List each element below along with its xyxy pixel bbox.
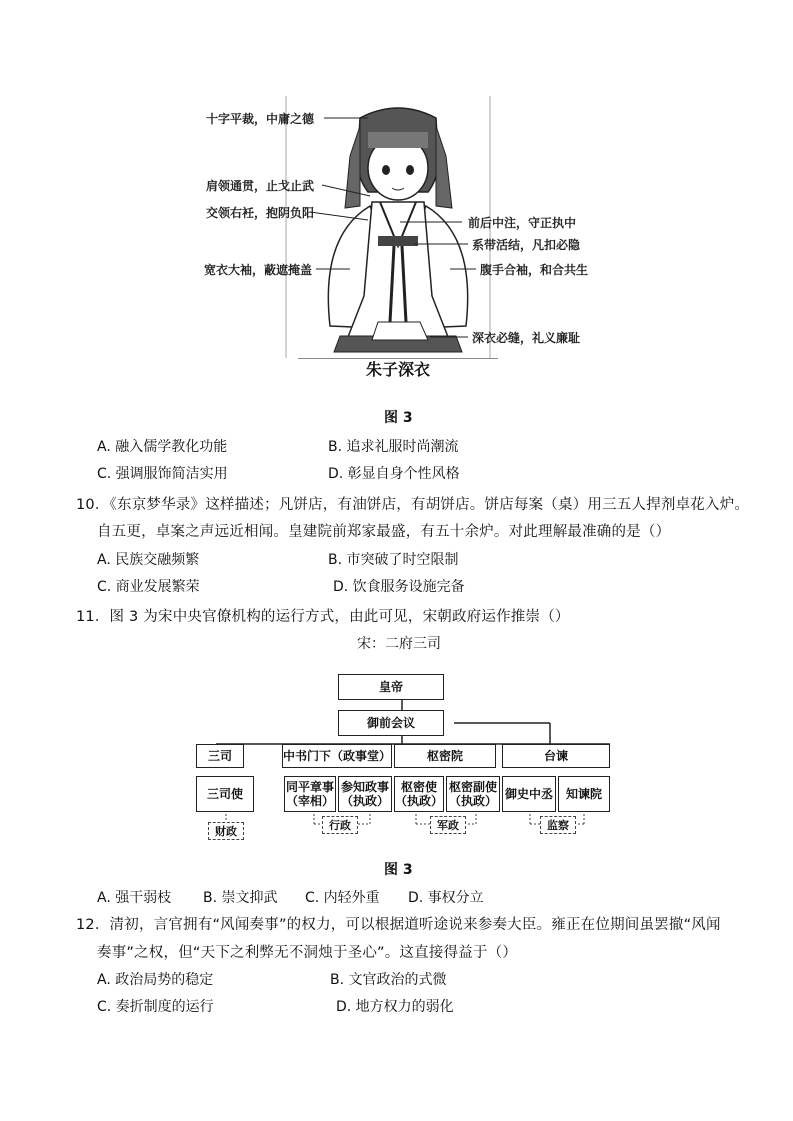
node-canzhi-title: 参知政事 <box>340 780 389 794</box>
question-12-line-2: 奏事”之权，但“天下之利弊无不洞烛于圣心”。这直接得益于（） <box>97 945 518 961</box>
node-shumifu-role: （执政） <box>448 794 497 808</box>
node-zhijian: 知谏院 <box>558 776 610 812</box>
option-d: D. 事权分立 <box>408 890 484 906</box>
label-seam: 深衣必缝，礼义廉耻 <box>472 331 581 345</box>
label-hands: 腹手合袖，和合共生 <box>480 263 589 277</box>
option-a: A. 融入儒学教化功能 <box>97 439 228 455</box>
node-council: 御前会议 <box>338 710 444 736</box>
node-sansi: 三司 <box>196 744 244 768</box>
label-collar: 交领右衽，抱阴负阳 <box>206 206 315 220</box>
node-shumishi <box>394 776 444 812</box>
org-chart-title: 宋：二府三司 <box>357 636 441 652</box>
option-d: D. 地方权力的弱化 <box>336 999 454 1015</box>
question-12-line-1: 12．清初，言官拥有“风闻奏事”的权力，可以根据道听途说来参奏大臣。雍正在位期间虽罢撤“风闻 <box>76 917 721 933</box>
option-c: C. 内轻外重 <box>305 890 380 906</box>
figure-caption: 图 3 <box>384 862 413 878</box>
option-a: A. 强干弱枝 <box>97 890 172 906</box>
function-caizheng: 财政 <box>208 822 244 840</box>
question-11-line-1: 11．图 3 为宋中央官僚机构的运行方式，由此可见，宋朝政府运作推崇（） <box>76 609 570 625</box>
node-emperor: 皇帝 <box>338 674 444 700</box>
label-wide-sleeve: 宽衣大袖，蔽遮掩盖 <box>204 263 313 277</box>
node-zhongshu: 中书门下（政事堂） <box>282 744 392 768</box>
question-10-line-2: 自五更，卓案之声远近相闻。皇建院前郑家最盛，有五十余炉。对此理解最准确的是（） <box>97 524 671 540</box>
function-jiancha: 监察 <box>540 816 576 834</box>
figure-title: 朱子深衣 <box>298 358 498 381</box>
option-b: B. 市突破了时空限制 <box>328 552 459 568</box>
option-a: A. 民族交融频繁 <box>97 552 200 568</box>
function-junzheng: 军政 <box>430 816 466 834</box>
node-tongping-title: 同平章事 <box>285 780 334 794</box>
node-tongping-role: （宰相） <box>285 794 334 808</box>
node-tongping <box>284 776 336 812</box>
option-a: A. 政治局势的稳定 <box>97 972 214 988</box>
option-b: B. 崇文抑武 <box>203 890 278 906</box>
node-canzhi <box>338 776 392 812</box>
option-c: C. 奏折制度的运行 <box>97 999 214 1015</box>
node-taijian: 台谏 <box>502 744 610 768</box>
figure-caption: 图 3 <box>384 410 413 426</box>
node-shumiyuan: 枢密院 <box>394 744 496 768</box>
deep-robe-figure <box>200 96 600 386</box>
node-shumishi-role: （执政） <box>395 794 444 808</box>
label-front-back: 前后中注，守正执中 <box>468 216 577 230</box>
node-shumifu-title: 枢密副使 <box>448 780 497 794</box>
node-canzhi-role: （执政） <box>340 794 389 808</box>
option-c: C. 商业发展繁荣 <box>97 579 200 595</box>
label-belt: 系带活结，凡扣必隐 <box>472 238 581 252</box>
option-d: D. 彰显自身个性风格 <box>328 466 460 482</box>
label-cross-cut: 十字平裁，中庸之德 <box>206 112 315 126</box>
label-shoulder: 肩领通贯，止戈止武 <box>206 179 315 193</box>
node-shumishi-title: 枢密使 <box>400 780 437 794</box>
option-d: D. 饮食服务设施完备 <box>333 579 465 595</box>
option-b: B. 追求礼服时尚潮流 <box>328 439 459 455</box>
option-b: B. 文官政治的式微 <box>330 972 447 988</box>
option-c: C. 强调服饰简洁实用 <box>97 466 228 482</box>
org-chart <box>194 666 610 846</box>
node-shumifu <box>446 776 500 812</box>
function-xingzheng: 行政 <box>322 816 358 834</box>
node-sansishi: 三司使 <box>196 776 254 812</box>
node-yushi: 御史中丞 <box>502 776 556 812</box>
question-10-line-1: 10．《东京梦华录》这样描述；凡饼店，有油饼店，有胡饼店。饼店每案（桌）用三五人捍剂卓花入炉。 <box>76 497 750 513</box>
